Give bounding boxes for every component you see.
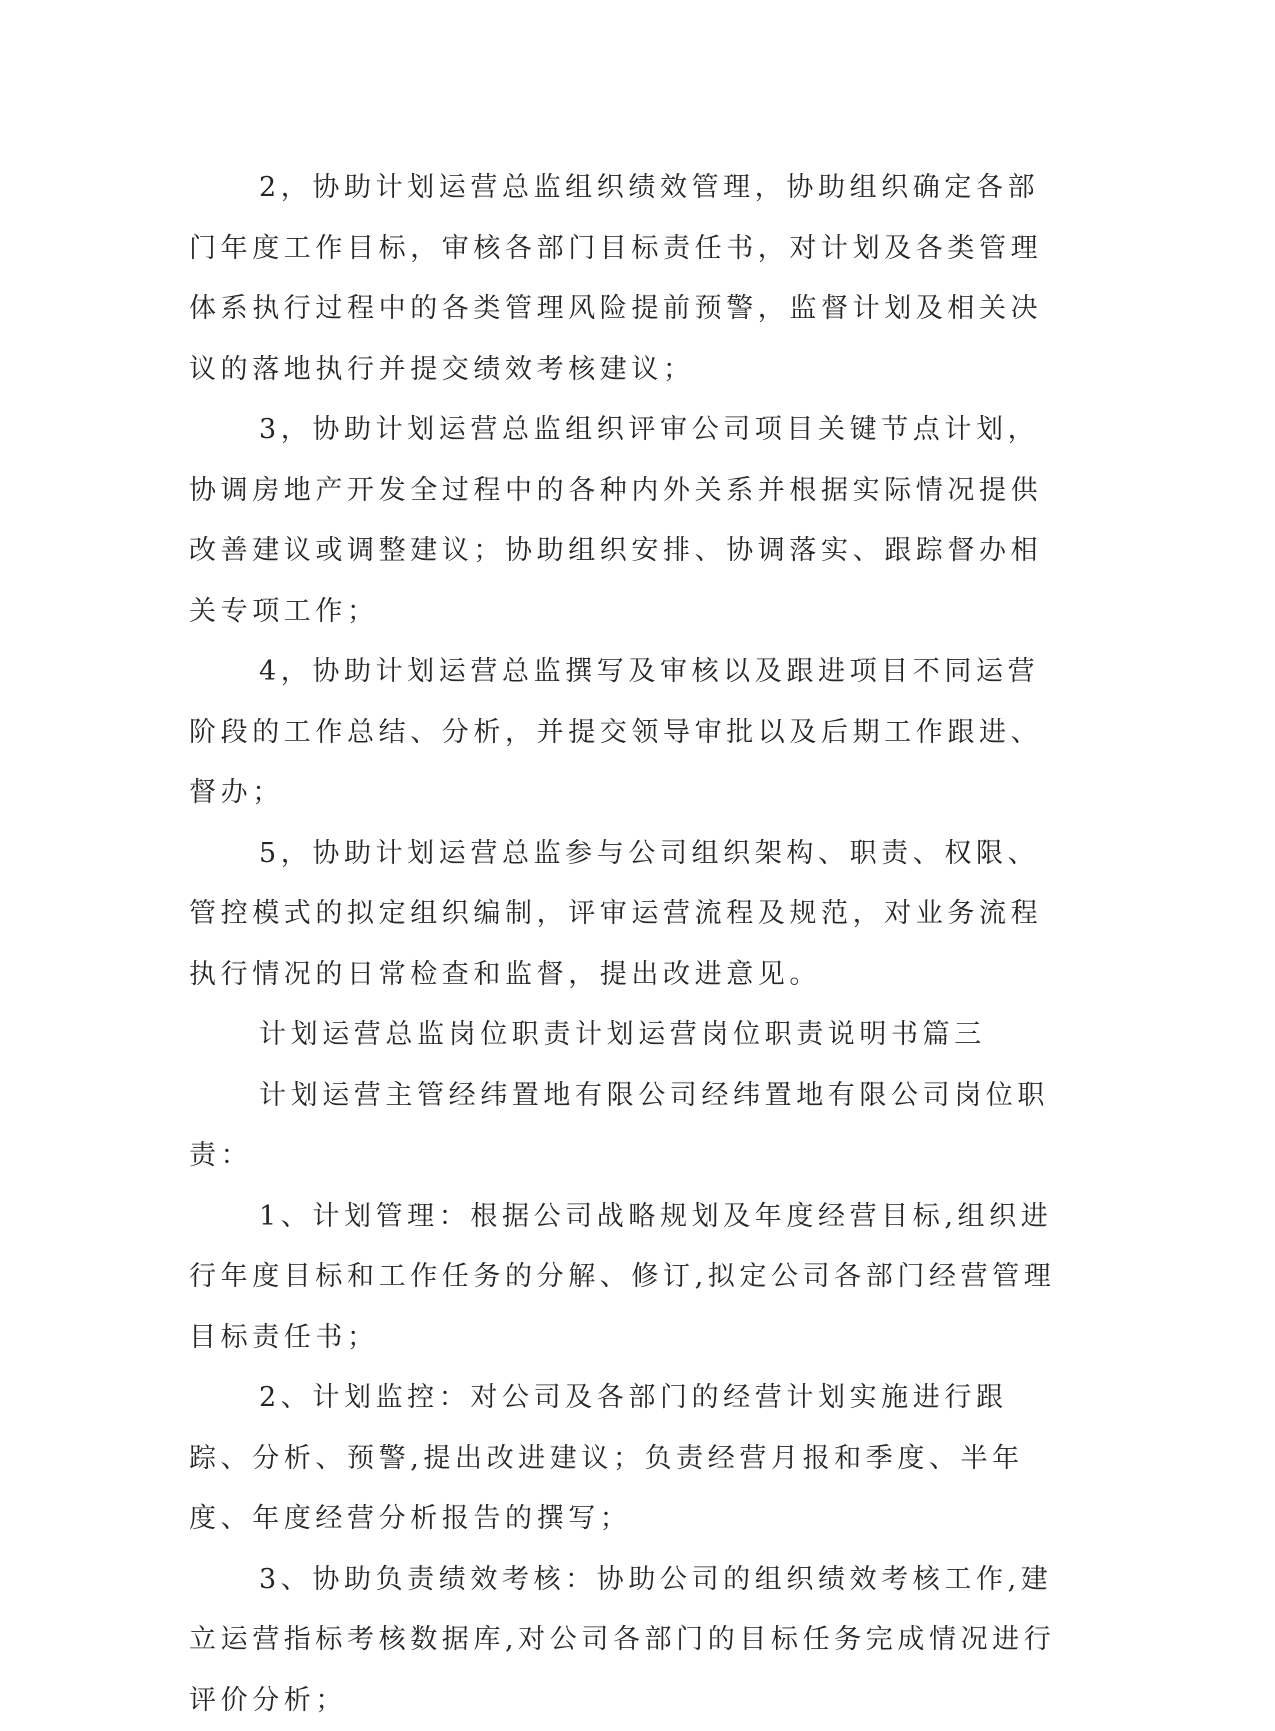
section-heading: 计划运营总监岗位职责计划运营岗位职责说明书篇三 bbox=[189, 1005, 1069, 1066]
paragraph-item-5: 5，协助计划运营总监参与公司组织架构、职责、权限、管控模式的拟定组织编制，评审运营流程及规范，对业务流程执行情况的日常检查和监督，提出改进意见。 bbox=[189, 824, 1069, 1006]
paragraph-item-3: 3，协助计划运营总监组织评审公司项目关键节点计划，协调房地产开发全过程中的各种内外关系并根据实际情况提供改善建议或调整建议；协助组织安排、协调落实、跟踪督办相关专项工作； bbox=[189, 400, 1069, 642]
duty-performance-assessment: 3、协助负责绩效考核：协助公司的组织绩效考核工作,建立运营指标考核数据库,对公司各部门的目标任务完成情况进行评价分析； bbox=[189, 1550, 1069, 1731]
paragraph-item-4: 4，协助计划运营总监撰写及审核以及跟进项目不同运营阶段的工作总结、分析，并提交领导审批以及后期工作跟进、督办； bbox=[189, 642, 1069, 824]
paragraph-item-2: 2，协助计划运营总监组织绩效管理，协助组织确定各部门年度工作目标，审核各部门目标责任书，对计划及各类管理体系执行过程中的各类管理风险提前预警，监督计划及相关决议的落地执行并提交绩效考核建议； bbox=[189, 158, 1069, 400]
document-body bbox=[189, 158, 1069, 1731]
duty-plan-monitoring: 2、计划监控：对公司及各部门的经营计划实施进行跟踪、分析、预警,提出改进建议；负责经营月报和季度、半年度、年度经营分析报告的撰写； bbox=[189, 1368, 1069, 1550]
position-title: 计划运营主管经纬置地有限公司经纬置地有限公司岗位职责： bbox=[189, 1066, 1069, 1187]
duty-plan-management: 1、计划管理：根据公司战略规划及年度经营目标,组织进行年度目标和工作任务的分解、修订,拟定公司各部门经营管理目标责任书； bbox=[189, 1187, 1069, 1369]
